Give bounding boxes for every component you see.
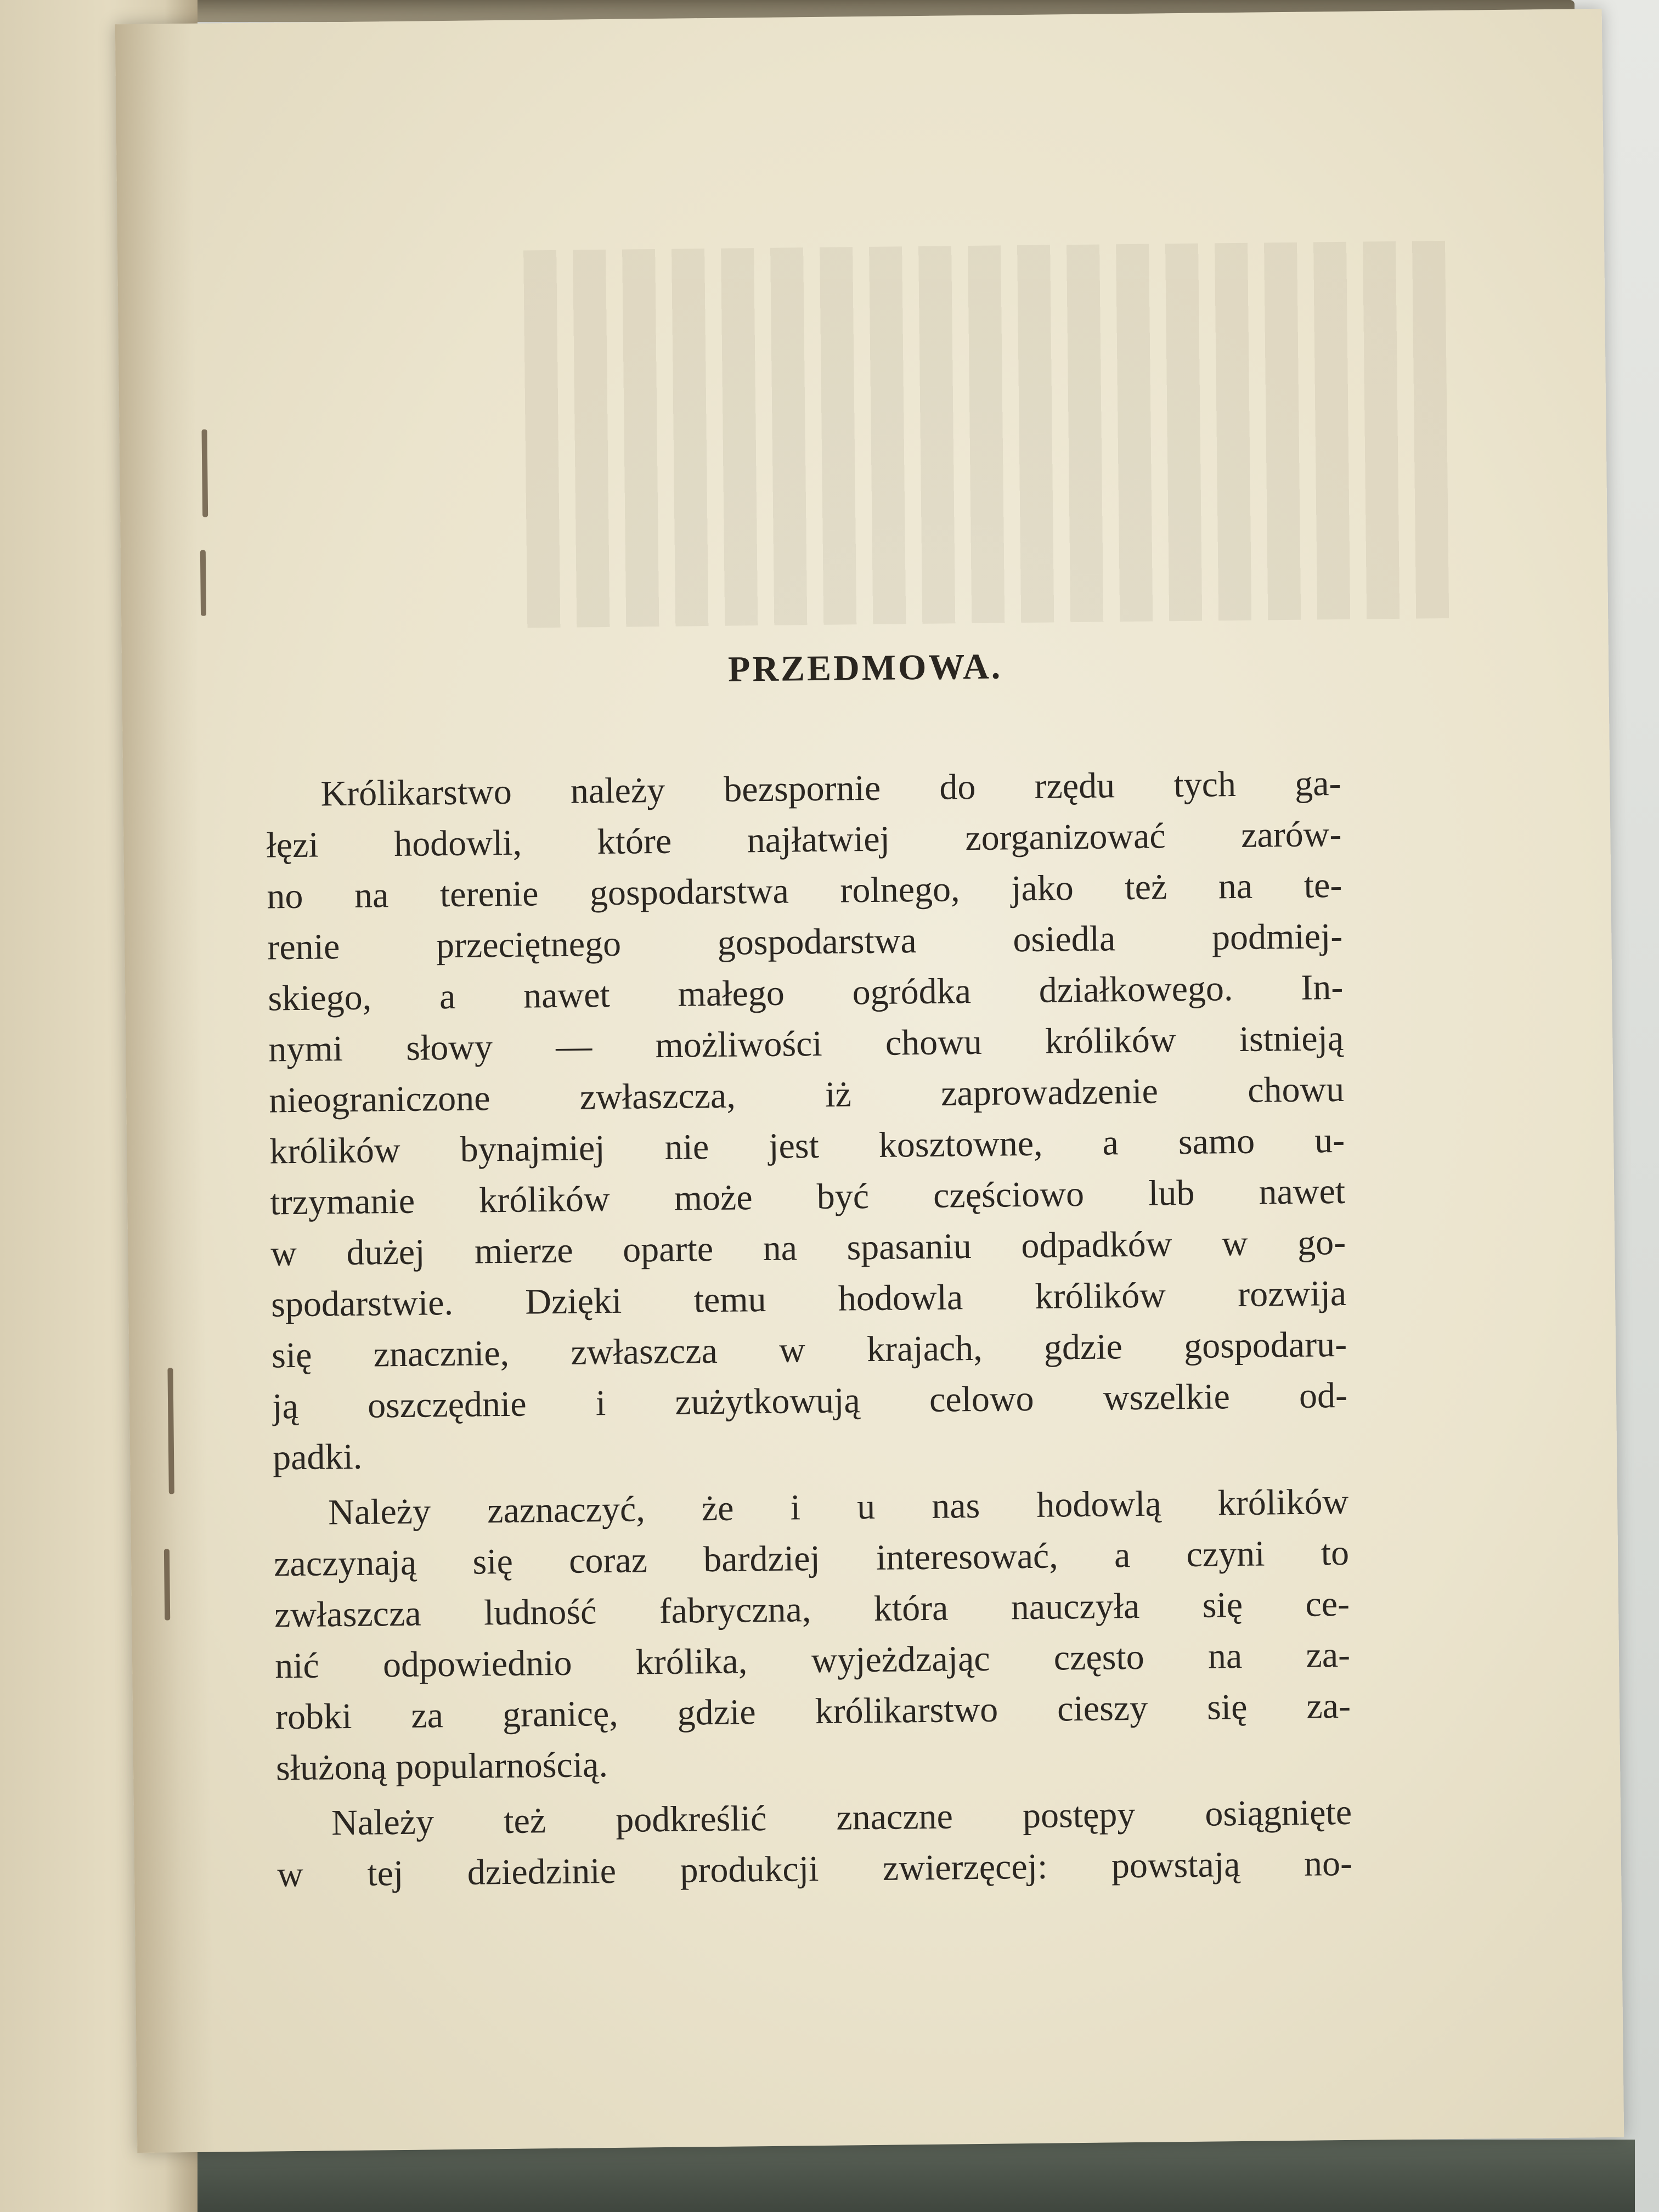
text-line: Należy też podkreślić znaczne postępy osiągnięte xyxy=(331,1792,1352,1843)
text-line: nieograniczone zwłaszcza, iż zaprowadzenie chowu xyxy=(268,1069,1345,1121)
text-line: robki za granicę, gdzie królikarstwo cieszy się za- xyxy=(275,1685,1351,1737)
text-line: łęzi hodowli, które najłatwiej zorganizować zarów- xyxy=(266,814,1342,866)
binding-stitch-4 xyxy=(164,1549,170,1620)
text-line: Należy zaznaczyć, że i u nas hodowlą królików xyxy=(328,1481,1349,1533)
body-text xyxy=(266,758,1352,1900)
text-line: Królikarstwo należy bezspornie do rzędu tych ga- xyxy=(320,763,1341,814)
binding-stitch-1 xyxy=(201,430,208,517)
text-line: trzymanie królików może być częściowo lub nawet xyxy=(269,1171,1346,1223)
text-line: królików bynajmiej nie jest kosztowne, a samo u- xyxy=(269,1120,1345,1172)
text-line: służoną popularnością. xyxy=(275,1745,608,1788)
text-line: w tej dziedzinie produkcji zwierzęcej: powstają no- xyxy=(276,1843,1353,1895)
text-line: nymi słowy — możliwości chowu królików istnieją xyxy=(268,1018,1344,1070)
book-page xyxy=(115,9,1624,2153)
text-line: ją oszczędnie i zużytkowują celowo wszelkie od- xyxy=(272,1375,1348,1427)
text-line: padki. xyxy=(272,1436,363,1478)
text-line: renie przeciętnego gospodarstwa osiedla podmiej- xyxy=(267,916,1343,968)
text-line: zaczynają się coraz bardziej interesować, a czyni to xyxy=(273,1532,1350,1584)
text-line: nić odpowiednio królika, wyjeżdzając często na za- xyxy=(274,1634,1351,1686)
text-line: no na terenie gospodarstwa rolnego, jako też na te- xyxy=(267,865,1342,917)
text-line: spodarstwie. Dzięki temu hodowla królików rozwija xyxy=(270,1273,1347,1325)
text-line: zwłaszcza ludność fabryczna, która nauczyła się ce- xyxy=(274,1583,1350,1635)
text-line: się znacznie, zwłaszcza w krajach, gdzie gospodaru- xyxy=(271,1324,1347,1376)
page-heading: PRZEDMOWA. xyxy=(727,646,1003,690)
bleed-through-text xyxy=(512,241,1449,628)
binding-stitch-2 xyxy=(200,550,206,616)
text-line: w dużej mierze oparte na spasaniu odpadków w go- xyxy=(270,1222,1346,1274)
text-line: skiego, a nawet małego ogródka działkowego. In- xyxy=(267,967,1344,1019)
